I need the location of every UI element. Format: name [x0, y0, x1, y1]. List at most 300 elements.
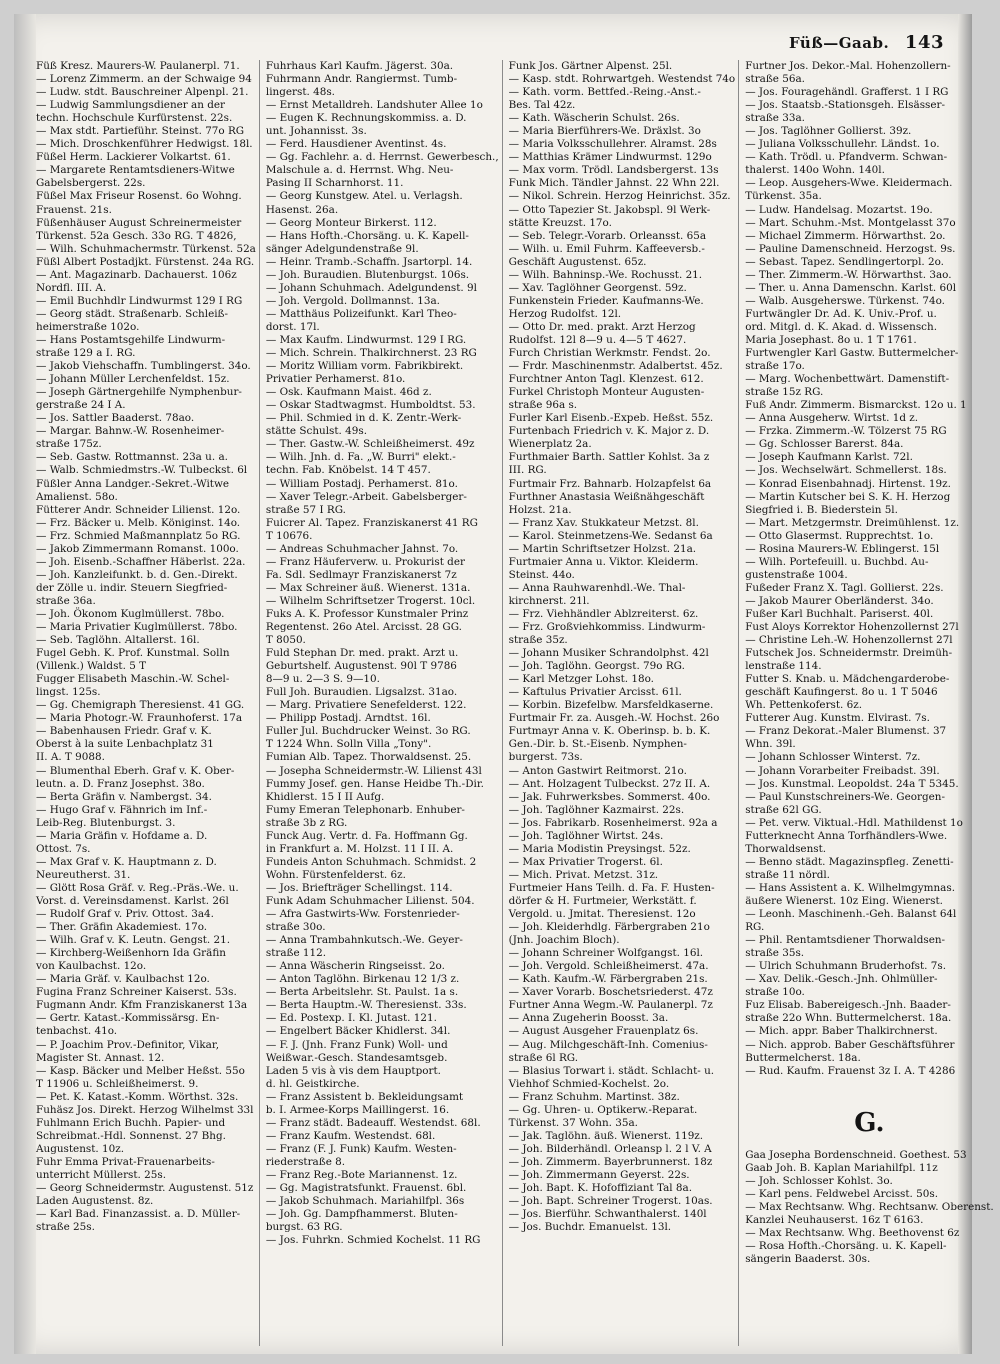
- directory-entry-line: Füßel Herm. Lackierer Volkartst. 61.: [36, 151, 231, 164]
- directory-entry-line: Furchtner Anton Tagl. Klenzest. 612.: [508, 373, 704, 386]
- directory-entry-line: — Berta Gräfin v. Nambergst. 34.: [36, 790, 212, 803]
- directory-entry-line: von Kaulbachst. 12o.: [36, 960, 147, 973]
- directory-entry-line: Furtner Jos. Dekor.-Mal. Hohenzollern-: [745, 60, 951, 72]
- directory-entry-line: — Georg Monteur Birkerst. 112.: [265, 216, 437, 229]
- directory-entry-line: straße 62l GG.: [745, 803, 822, 816]
- directory-entry-line: — Joh. Schlosser Kohlst. 3o.: [745, 1174, 893, 1187]
- directory-entry-line: Thorwaldsenst.: [745, 842, 827, 855]
- directory-entry-line: — Gg. Schlosser Barerst. 84a.: [745, 438, 904, 451]
- directory-entry-line: — Moritz William vorm. Fabrikbirekt.: [265, 360, 464, 373]
- directory-entry-line: — Korbin. Bizefelbw. Marsfeldkaserne.: [508, 699, 714, 712]
- directory-entry-line: — Max Kaufm. Lindwurmst. 129 I RG.: [265, 333, 467, 346]
- directory-entry-line: — Leop. Ausgehers-Wwe. Kleidermach.: [745, 177, 953, 190]
- directory-entry-line: — Anna Trambahnkutsch.-We. Geyer-: [265, 934, 463, 947]
- directory-entry-line: — Mich. appr. Baber Thalkirchnerst.: [745, 1025, 938, 1038]
- directory-entry-line: — Anna Rauhwarenhdl.-We. Thal-: [508, 581, 686, 594]
- directory-entry-line: — Josepha Schneidermstr.-W. Lilienst 43l: [265, 764, 482, 777]
- directory-entry-line: — August Ausgeher Frauenplatz 6s.: [508, 1025, 699, 1038]
- directory-entry-line: — Paul Kunstschreiners-We. Georgen-: [745, 790, 945, 803]
- directory-entry-line: lingst. 125s.: [36, 686, 101, 699]
- directory-entry-line: — Joseph Kaufmann Karlst. 72l.: [745, 451, 913, 464]
- directory-entry-line: — Emil Buchhdlr Lindwurmst 129 I RG: [36, 294, 243, 307]
- directory-entry-line: — Anna Zugeherin Boosst. 3a.: [508, 1012, 669, 1025]
- directory-entry-line: — Maria Modistin Preysingst. 52z.: [508, 842, 691, 855]
- directory-entry-line: Fußer Karl Buchhalt. Pariserst. 40l.: [745, 607, 934, 620]
- directory-entry-line: Full Joh. Buraudien. Ligsalzst. 31ao.: [265, 686, 458, 699]
- directory-entry-line: — Franz Kaufm. Westendst. 68l.: [265, 1129, 436, 1142]
- directory-entry-line: Khidlerst. 15 I II Aufg.: [265, 790, 385, 803]
- directory-entry-line: geschäft Kaufingerst. 8o u. 1 T 5046: [745, 686, 938, 699]
- directory-entry-line: Füß Kresz. Maurers-W. Paulanerpl. 71.: [36, 60, 240, 72]
- directory-entry-line: — Max vorm. Trödl. Landsbergerst. 13s: [508, 164, 719, 177]
- directory-entry-line: Funk Jos. Gärtner Alpenst. 25l.: [508, 60, 673, 72]
- directory-entry-line: Füßler Anna Landger.-Sekret.-Witwe: [36, 477, 229, 490]
- directory-entry-line: Fütterer Andr. Schneider Lilienst. 12o.: [36, 503, 241, 516]
- directory-entry-line: in Frankfurt a. M. Holzst. 11 I II. A.: [265, 842, 454, 855]
- directory-entry-line: Pasing II Scharnhorst. 11.: [265, 177, 404, 190]
- directory-entry-line: Regentenst. 26o Atel. Arcisst. 28 GG.: [265, 621, 462, 634]
- directory-entry-line: — Pauline Damenschneid. Herzogst. 9s.: [745, 242, 956, 255]
- directory-entry-line: Füßl Albert Postadjkt. Fürstenst. 24a RG.: [36, 255, 255, 268]
- directory-entry-line: Schreibmat.-Hdl. Sonnenst. 27 Bhg.: [36, 1129, 226, 1142]
- directory-entry-line: — Max Privatier Trogerst. 6l.: [508, 855, 663, 868]
- directory-entry-line: Fuld Stephan Dr. med. prakt. Arzt u.: [265, 647, 459, 660]
- directory-entry-line: Wienerplatz 2a.: [508, 438, 592, 451]
- directory-entry-line: — Afra Gastwirts-Ww. Forstenrieder-: [265, 908, 460, 921]
- directory-entry-line: — Karl Bad. Finanzassist. a. D. Müller-: [36, 1208, 241, 1221]
- directory-entry-line: Futterer Aug. Kunstm. Elvirast. 7s.: [745, 712, 930, 725]
- directory-entry-line: Kanzlei Neuhauserst. 16z T 6163.: [745, 1213, 924, 1226]
- directory-entry-line: — Otto Glasermst. Rupprechtst. 1o.: [745, 529, 934, 542]
- directory-entry-line: — Gg. Chemigraph Theresienst. 41 GG.: [36, 699, 245, 712]
- directory-entry-line: — Jos. Briefträger Schellingst. 114.: [265, 881, 453, 894]
- directory-entry-line: Vergold. u. Jmitat. Theresienst. 12o: [508, 908, 696, 921]
- directory-entry-line: — Gg. Magistratsfunkt. Frauenst. 6bl.: [265, 1182, 467, 1195]
- directory-entry-line: der Zölle u. indir. Steuern Siegfried-: [36, 581, 228, 594]
- directory-entry-line: Herzog Rudolfst. 12l.: [508, 307, 622, 320]
- directory-entry-line: unterricht Müllerst. 25s.: [36, 1168, 167, 1181]
- directory-entry-line: — Joh. Ökonom Kuglmüllerst. 78bo.: [36, 607, 225, 620]
- directory-entry-line: — Karl Metzger Lohst. 18o.: [508, 673, 654, 686]
- directory-entry-line: — Max Rechtsanw. Whg. Beethovenst 6z: [745, 1226, 960, 1239]
- directory-entry-line: Fuhrhaus Karl Kaufm. Jägerst. 30a.: [265, 60, 454, 72]
- directory-entry-line: — Osk. Kaufmann Maist. 46d z.: [265, 386, 432, 399]
- directory-entry-line: — F. J. (Jnh. Franz Funk) Woll- und: [265, 1038, 448, 1051]
- directory-entry-line: — Jos. Sattler Baaderst. 78ao.: [36, 412, 195, 425]
- directory-entry-line: Fust Aloys Korrektor Hohenzollernst 27l: [745, 621, 959, 634]
- directory-entry-line: Fuhr Emma Privat-Frauenarbeits-: [36, 1155, 215, 1168]
- directory-entry-line: d. hl. Geistkirche.: [265, 1077, 360, 1090]
- directory-entry-line: Furthmaier Barth. Sattler Kohlst. 3a z: [508, 451, 710, 464]
- directory-entry-line: — Karl pens. Feldwebel Arcisst. 50s.: [745, 1187, 939, 1200]
- directory-entry-line: — Matthias Krämer Lindwurmst. 129o: [508, 151, 712, 164]
- directory-entry-line: — Anna Wäscherin Ringseisst. 2o.: [265, 960, 445, 973]
- directory-entry-line: (Villenk.) Waldst. 5 T: [36, 660, 147, 673]
- directory-entry-line: Buttermelcherst. 18a.: [745, 1051, 861, 1064]
- directory-entry-line: — Mart. Metzgermstr. Dreimühlenst. 1z.: [745, 516, 960, 529]
- directory-entry-line: — Joh. Bapt. Schreiner Trogerst. 10as.: [508, 1195, 713, 1208]
- directory-entry-line: Wohn. Fürstenfelderst. 6z.: [265, 868, 406, 881]
- directory-entry-line: Gabelsbergerst. 22s.: [36, 177, 146, 190]
- directory-entry-line: Gaa Josepha Bordenschneid. Goethest. 53: [745, 1148, 967, 1161]
- directory-entry-line: Fumy Emeran Telephonarb. Enhuber-: [265, 803, 465, 816]
- directory-entry-line: — Babenhausen Friedr. Graf v. K.: [36, 725, 212, 738]
- directory-entry-line: Augustenst. 10z.: [36, 1142, 125, 1155]
- directory-entry-line: — Benno städt. Magazinspfleg. Zenetti-: [745, 855, 954, 868]
- directory-entry-line: — Xav. Delik.-Gesch.-Jnh. Ohlmüller-: [745, 973, 938, 986]
- directory-entry-line: Futterknecht Anna Torfhändlers-Wwe.: [745, 829, 948, 842]
- directory-entry-line: straße 35s.: [745, 947, 805, 960]
- page-number: 143: [904, 32, 944, 53]
- directory-entry-line: straße 10o.: [745, 986, 805, 999]
- header-title: Füß—Gaab.: [789, 34, 890, 52]
- directory-entry-line: Fuß Andr. Zimmerm. Bismarckst. 12o u. 1: [745, 399, 967, 412]
- directory-entry-line: — Gg. Uhren- u. Optikerw.-Reparat.: [508, 1103, 698, 1116]
- directory-entry-line: — William Postadj. Perhamerst. 81o.: [265, 477, 458, 490]
- directory-entry-line: straße 57 I RG.: [265, 503, 346, 516]
- directory-entry-line: — Franz Schuhm. Martinst. 38z.: [508, 1090, 680, 1103]
- directory-entry-line: — Joseph Gärtnergehilfe Nymphenbur-: [36, 386, 242, 399]
- directory-entry-line: — Wilh. Portefeuill. u. Buchbd. Au-: [745, 555, 929, 568]
- directory-entry-line: — Hans Postamtsgehilfe Lindwurm-: [36, 333, 226, 346]
- directory-entry-line: RG.: [745, 921, 765, 934]
- directory-entry-line: — Aug. Milchgeschäft-Inh. Comenius-: [508, 1038, 708, 1051]
- directory-entry-line: — Ludw. stdt. Bauschreiner Alpenpl. 21.: [36, 86, 249, 99]
- directory-entry-line: Oberst à la suite Lenbachplatz 31: [36, 738, 214, 751]
- directory-entry-line: Furthner Anastasia Weißnähgeschäft: [508, 490, 705, 503]
- directory-entry-line: Gaab Joh. B. Kaplan Mariahilfpl. 11z: [745, 1161, 938, 1174]
- directory-entry-line: — Jos. Bierführ. Schwanthalerst. 140l: [508, 1208, 707, 1221]
- column-3: [509, 60, 740, 1346]
- directory-entry-line: — Jos. Taglöhner Gollierst. 39z.: [745, 125, 912, 138]
- directory-entry-line: straße 22o Whn. Buttermelcherst. 18a.: [745, 1012, 952, 1025]
- directory-entry-line: — Anton Gastwirt Reitmorst. 21o.: [508, 764, 687, 777]
- directory-entry-line: — Blumenthal Eberh. Graf v. K. Ober-: [36, 764, 235, 777]
- directory-entry-line: — Johann Vorarbeiter Freibadst. 39l.: [745, 764, 940, 777]
- column-1: [36, 60, 260, 1346]
- directory-entry-line: straße 11 nördl.: [745, 868, 830, 881]
- directory-entry-line: — Anna Ausgeherw. Wirtst. 1d z.: [745, 412, 919, 425]
- directory-entry-line: — Ludw. Handelsag. Mozartst. 19o.: [745, 203, 933, 216]
- directory-entry-line: dorst. 17l.: [265, 320, 320, 333]
- directory-entry-line: — Joh. Zimmerm. Bayerbrunnerst. 18z: [508, 1155, 713, 1168]
- directory-entry-line: Fuller Jul. Buchdrucker Weinst. 3o RG.: [265, 725, 471, 738]
- directory-entry-line: straße 36a.: [36, 594, 96, 607]
- directory-entry-line: — Otto Tapezier St. Jakobspl. 9l Werk-: [508, 203, 711, 216]
- directory-entry-line: stätte Schulst. 49s.: [265, 425, 367, 438]
- directory-entry-line: — Karol. Steinmetzens-We. Sedanst 6a: [508, 529, 713, 542]
- directory-entry-line: — Sebast. Tapez. Sendlingertorpl. 2o.: [745, 255, 944, 268]
- directory-entry-line: — Engelbert Bäcker Khidlerst. 34l.: [265, 1025, 451, 1038]
- directory-entry-line: Funck Aug. Vertr. d. Fa. Hoffmann Gg.: [265, 829, 468, 842]
- directory-entry-line: — Johann Schreiner Wolfgangst. 16l.: [508, 947, 704, 960]
- directory-entry-line: — Joh. Vergold. Schleißheimerst. 47a.: [508, 960, 709, 973]
- directory-entry-line: ord. Mitgl. d. K. Akad. d. Wissensch.: [745, 320, 937, 333]
- directory-entry-line: — Maria Volksschullehrer. Alramst. 28s: [508, 138, 717, 151]
- directory-entry-line: Holzst. 21a.: [508, 503, 572, 516]
- directory-entry-line: — Jos. Staatsb.-Stationsgeh. Elsässer-: [745, 99, 945, 112]
- directory-entry-line: — Marg. Wochenbettwärt. Damenstift-: [745, 373, 950, 386]
- directory-entry-line: — Jos. Kunstmal. Leopoldst. 24a T 5345.: [745, 777, 959, 790]
- directory-entry-line: lenstraße 114.: [745, 660, 822, 673]
- directory-entry-line: — Margarete Rentamtsdieners-Witwe: [36, 164, 235, 177]
- directory-entry-line: — Joh. Taglöhner Kazmairst. 22s.: [508, 803, 685, 816]
- directory-entry-line: Geschäft Augustenst. 65z.: [508, 255, 647, 268]
- directory-entry-line: Furtwengler Karl Gastw. Buttermelcher-: [745, 347, 959, 360]
- directory-entry-line: — Pet. verw. Viktual.-Hdl. Mathildenst 1o: [745, 816, 963, 829]
- directory-entry-line: Maria Josephast. 8o u. 1 T 1761.: [745, 333, 917, 346]
- directory-entry-line: — Marg. Privatiere Senefelderst. 122.: [265, 699, 467, 712]
- directory-entry-line: straße 96a s.: [508, 399, 578, 412]
- directory-entry-line: — Maria Photogr.-W. Fraunhoferst. 17a: [36, 712, 243, 725]
- directory-entry-line: sänger Adelgundenstraße 9l.: [265, 242, 419, 255]
- directory-entry-line: straße 25s.: [36, 1221, 95, 1234]
- directory-entry-line: — Franz Dekorat.-Maler Blumenst. 37: [745, 725, 947, 738]
- directory-entry-line: — Xaver Vorarb. Boschetsriederst. 47z: [508, 986, 713, 999]
- directory-entry-line: — Johann Schlosser Winterst. 7z.: [745, 751, 921, 764]
- directory-entry-line: Funkenstein Frieder. Kaufmanns-We.: [508, 294, 704, 307]
- directory-entry-line: — Franz (F. J. Funk) Kaufm. Westen-: [265, 1142, 457, 1155]
- directory-entry-line: — Konrad Eisenbahnadj. Hirtenst. 19z.: [745, 477, 951, 490]
- directory-entry-line: techn. Hochschule Kurfürstenst. 22s.: [36, 112, 233, 125]
- directory-entry-line: T 11906 u. Schleißheimerst. 9.: [36, 1077, 199, 1090]
- directory-entry-line: — Jakob Zimmermann Romanst. 100o.: [36, 542, 239, 555]
- directory-entry-line: — Jak. Fuhrwerksbes. Sommerst. 40o.: [508, 790, 711, 803]
- directory-entry-line: — Leonh. Maschinenh.-Geh. Balanst 64l: [745, 908, 957, 921]
- directory-entry-line: — Joh. Buraudien. Blutenburgst. 106s.: [265, 268, 470, 281]
- directory-entry-line: Fummy Josef. gen. Hanse Heidbe Th.-Dir.: [265, 777, 484, 790]
- directory-entry-line: — Maria Bierführers-We. Dräxlst. 3o: [508, 125, 701, 138]
- directory-entry-line: — Max Schreiner äuß. Wienerst. 131a.: [265, 581, 471, 594]
- directory-entry-line: — Frz. Schmied Maßmannplatz 5o RG.: [36, 529, 241, 542]
- directory-entry-line: straße 56a.: [745, 73, 805, 86]
- directory-entry-line: Türkenst. 52a Gesch. 33o RG. T 4826,: [36, 229, 237, 242]
- directory-entry-line: — Kath. vorm. Bettfed.-Reing.-Anst.-: [508, 86, 701, 99]
- directory-entry-line: — Margar. Bahnw.-W. Rosenheimer-: [36, 425, 225, 438]
- directory-entry-line: Leib-Reg. Blutenburgst. 3.: [36, 816, 176, 829]
- directory-entry-line: — Mich. Schrein. Thalkirchnerst. 23 RG: [265, 347, 477, 360]
- directory-entry-line: — Mart. Schuhm.-Mst. Montgelasst 37o: [745, 216, 956, 229]
- directory-entry-line: Furch Christian Werkmstr. Fendst. 2o.: [508, 347, 711, 360]
- directory-entry-line: sängerin Baaderst. 30s.: [745, 1253, 871, 1266]
- directory-entry-line: — Kasp. stdt. Rohrwartgeh. Westendst 74o: [508, 73, 736, 86]
- directory-entry-line: Furtmeier Hans Teilh. d. Fa. F. Husten-: [508, 881, 715, 894]
- directory-entry-line: Bes. Tal 42z.: [508, 99, 576, 112]
- directory-entry-line: Fuhlmann Erich Buchh. Papier- und: [36, 1116, 226, 1129]
- directory-entry-line: straße 33a.: [745, 112, 805, 125]
- directory-entry-line: — Franz Häuferverw. u. Prokurist der: [265, 555, 465, 568]
- directory-entry-line: — Jos. Fuhrkn. Schmied Kochelst. 11 RG: [265, 1234, 481, 1247]
- directory-entry-line: — Hans Hofth.-Chorsäng. u. K. Kapell-: [265, 229, 469, 242]
- directory-entry-line: Fugel Gebh. K. Prof. Kunstmal. Solln: [36, 647, 230, 660]
- directory-entry-line: Fuhäsz Jos. Direkt. Herzog Wilhelmst 33l: [36, 1103, 254, 1116]
- directory-entry-line: — Wilh. Jnh. d. Fa. „W. Burri" elekt.-: [265, 451, 456, 464]
- directory-entry-line: — Ernst Metalldreh. Landshuter Allee 1o: [265, 99, 483, 112]
- directory-entry-line: — Pet. K. Katast.-Komm. Wörthst. 32s.: [36, 1090, 239, 1103]
- directory-entry-line: Füßel Max Friseur Rosenst. 6o Wohng.: [36, 190, 242, 203]
- directory-entry-line: — Oskar Stadtwagmst. Humboldtst. 53.: [265, 399, 476, 412]
- directory-entry-line: straße 129 a I. RG.: [36, 347, 136, 360]
- directory-entry-line: — Georg Schneidermstr. Augustenst. 51z: [36, 1182, 254, 1195]
- directory-entry-line: Furkel Christoph Monteur Augusten-: [508, 386, 705, 399]
- column-2: [266, 60, 503, 1346]
- directory-entry-line: II. A. T 9088.: [36, 751, 105, 764]
- directory-entry-line: — Xaver Telegr.-Arbeit. Gabelsberger-: [265, 490, 467, 503]
- directory-entry-line: — Michael Zimmerm. Hörwarthst. 2o.: [745, 229, 946, 242]
- directory-entry-line: Fugger Elisabeth Maschin.-W. Schel-: [36, 673, 230, 686]
- directory-entry-line: — Glött Rosa Gräf. v. Reg.-Präs.-We. u.: [36, 881, 239, 894]
- directory-entry-line: unt. Johannisst. 3s.: [265, 125, 367, 138]
- directory-entry-line: Fumian Alb. Tapez. Thorwaldsenst. 25.: [265, 751, 472, 764]
- directory-entry-line: stätte Kreuzst. 17o.: [508, 216, 612, 229]
- directory-entry-line: Ottost. 7s.: [36, 842, 91, 855]
- directory-entry-line: kirchnerst. 21l.: [508, 594, 590, 607]
- directory-entry-line: T 8050.: [265, 634, 306, 647]
- directory-entry-line: — Nikol. Schrein. Herzog Heinrichst. 35z.: [508, 190, 731, 203]
- directory-entry-line: gerstraße 24 I A.: [36, 399, 126, 412]
- directory-entry-line: straße 6l RG.: [508, 1051, 579, 1064]
- directory-entry-line: — Frz. Bäcker u. Melb. Königinst. 14o.: [36, 516, 241, 529]
- directory-entry-line: burgerst. 73s.: [508, 751, 583, 764]
- directory-entry-line: — Max Graf v. K. Hauptmann z. D.: [36, 855, 217, 868]
- directory-entry-line: straße 35z.: [508, 634, 568, 647]
- directory-entry-line: — Seb. Gastw. Rottmannst. 23a u. a.: [36, 451, 228, 464]
- directory-entry-line: 8—9 u. 2—3 S. 9—10.: [265, 673, 380, 686]
- directory-entry-line: riederstraße 8.: [265, 1155, 346, 1168]
- directory-entry-line: — Wilh. Graf v. K. Leutn. Gengst. 21.: [36, 934, 231, 947]
- directory-entry-line: Fuhrmann Andr. Rangiermst. Tumb-: [265, 73, 458, 86]
- directory-entry-line: Vorst. d. Vereinsdamenst. Karlst. 26l: [36, 895, 229, 907]
- directory-entry-line: — Joh. Zimmermann Geyerst. 22s.: [508, 1168, 690, 1181]
- directory-entry-line: — Kath. Trödl. u. Pfandverm. Schwan-: [745, 151, 948, 164]
- section-initial: G.: [854, 1107, 885, 1138]
- directory-entry-line: — Walb. Schmiedmstrs.-W. Tulbeckst. 6l: [36, 464, 248, 477]
- directory-entry-line: — Ludwig Sammlungsdiener an der: [36, 99, 226, 112]
- directory-entry-line: straße 17o.: [745, 360, 805, 373]
- directory-entry-line: straße 112.: [265, 947, 327, 960]
- directory-page: [14, 14, 994, 1354]
- directory-entry-line: — Philipp Postadj. Arndtst. 16l.: [265, 712, 431, 725]
- directory-entry-line: (Jnh. Joachim Bloch).: [508, 934, 620, 947]
- directory-entry-line: Fugina Franz Schreiner Kaiserst. 53s.: [36, 986, 237, 999]
- directory-entry-line: Futschek Jos. Schneidermstr. Dreimüh-: [745, 647, 953, 660]
- directory-entry-line: — Frzka. Zimmerm.-W. Tölzerst 75 RG: [745, 425, 947, 438]
- directory-entry-line: thalerst. 140o Wohn. 140l.: [745, 164, 885, 177]
- directory-entry-line: — Ther. Gräfin Akademiest. 17o.: [36, 921, 208, 934]
- directory-entry-line: — Martin Schriftsetzer Holzst. 21a.: [508, 542, 697, 555]
- directory-entry-line: Furtmair Fr. za. Ausgeh.-W. Hochst. 26o: [508, 712, 720, 725]
- directory-entry-line: — P. Joachim Prov.-Definitor, Vikar,: [36, 1038, 220, 1051]
- directory-entry-line: — Joh. Gg. Dampfhammerst. Bluten-: [265, 1208, 458, 1221]
- directory-entry-line: Hasenst. 26a.: [265, 203, 339, 216]
- running-header: [789, 32, 944, 53]
- directory-entry-line: — Kaftulus Privatier Arcisst. 61l.: [508, 686, 682, 699]
- directory-entry-line: burgst. 63 RG.: [265, 1221, 343, 1234]
- directory-entry-line: — Ed. Postexp. I. Kl. Jutast. 121.: [265, 1012, 437, 1025]
- directory-entry-line: Fundeis Anton Schuhmach. Schmidst. 2: [265, 855, 477, 868]
- directory-entry-line: — Rosa Hofth.-Chorsäng. u. K. Kapell-: [745, 1240, 947, 1253]
- directory-entry-line: Gen.-Dir. b. St.-Eisenb. Nymphen-: [508, 738, 687, 751]
- directory-entry-line: — Juliana Volksschullehr. Ländst. 1o.: [745, 138, 940, 151]
- directory-entry-line: Frauenst. 21s.: [36, 203, 112, 216]
- directory-entry-line: — Frz. Viehhändler Ablzreiterst. 6z.: [508, 607, 699, 620]
- directory-entry-line: — Jakob Viehschaffn. Tumblingerst. 34o.: [36, 360, 251, 373]
- directory-entry-line: tenbachst. 41o.: [36, 1025, 118, 1038]
- directory-entry-line: — Georg städt. Straßenarb. Schleiß-: [36, 307, 228, 320]
- column-4: [745, 60, 997, 1346]
- directory-entry-line: — Phil. Schmied in d. K. Zentr.-Werk-: [265, 412, 462, 425]
- directory-entry-line: — Ther. Zimmerm.-W. Hörwarthst. 3ao.: [745, 268, 952, 281]
- directory-entry-line: Nordfl. III. A.: [36, 281, 107, 294]
- directory-entry-line: straße 15z RG.: [745, 386, 824, 399]
- directory-entry-line: Neureutherst. 31.: [36, 868, 131, 881]
- directory-entry-line: — Jos. Fabrikarb. Rosenheimerst. 92a a: [508, 816, 718, 829]
- directory-entry-line: — Kasp. Bäcker und Melber Heßst. 55o: [36, 1064, 245, 1077]
- directory-entry-line: — Nich. approb. Baber Geschäftsführer: [745, 1038, 955, 1051]
- directory-entry-line: — Ther. u. Anna Damenschn. Karlst. 60l: [745, 281, 957, 294]
- directory-entry-line: Laden 5 vis à vis dem Hauptport.: [265, 1064, 441, 1077]
- directory-entry-line: — Berta Hauptm.-W. Theresienst. 33s.: [265, 999, 467, 1012]
- directory-entry-line: T 1224 Whn. Solln Villa „Tony".: [265, 738, 432, 751]
- directory-entry-line: — Mich. Privat. Metzst. 31z.: [508, 868, 659, 881]
- directory-entry-line: Furtenbach Friedrich v. K. Major z. D.: [508, 425, 710, 438]
- directory-entry-line: — Otto Dr. med. prakt. Arzt Herzog: [508, 320, 696, 333]
- directory-entry-line: — Franz Xav. Stukkateur Metzst. 8l.: [508, 516, 699, 529]
- directory-entry-line: — Jos. Buchdr. Emanuelst. 13l.: [508, 1221, 672, 1234]
- directory-entry-line: straße 30o.: [265, 921, 326, 934]
- directory-entry-line: — Joh. Eisenb.-Schaffner Häberlst. 22a.: [36, 555, 246, 568]
- directory-entry-line: — Jakob Schuhmach. Mariahilfpl. 36s: [265, 1195, 465, 1208]
- binding-gutter: [14, 14, 36, 1354]
- directory-entry-line: — Ant. Magazinarb. Dachauerst. 106z: [36, 268, 237, 281]
- directory-entry-line: leutn. a. D. Franz Josephst. 38o.: [36, 777, 205, 790]
- directory-entry-line: Furtmaier Anna u. Viktor. Kleiderm.: [508, 555, 699, 568]
- directory-entry-line: heimerstraße 102o.: [36, 320, 140, 333]
- directory-entry-line: — Andreas Schuhmacher Jahnst. 7o.: [265, 542, 459, 555]
- directory-entry-line: — Wilhelm Schriftsetzer Trogerst. 10cl.: [265, 594, 476, 607]
- directory-entry-line: — Joh. Taglöhner Wirtst. 24s.: [508, 829, 664, 842]
- directory-entry-line: Geburtshelf. Augustenst. 90l T 9786: [265, 660, 457, 673]
- directory-entry-line: Furtwängler Dr. Ad. K. Univ.-Prof. u.: [745, 307, 937, 320]
- directory-entry-line: — Joh. Kleiderhdlg. Färbergraben 21o: [508, 921, 710, 934]
- directory-entry-line: Viehhof Schmied-Kochelst. 2o.: [508, 1077, 670, 1090]
- directory-entry-line: — Franz Reg.-Bote Mariannenst. 1z.: [265, 1168, 458, 1181]
- directory-entry-line: Rudolfst. 12l 8—9 u. 4—5 T 4627.: [508, 333, 687, 346]
- directory-entry-line: — Seb. Taglöhn. Altallerst. 16l.: [36, 634, 200, 647]
- directory-entry-line: — Ant. Holzagent Tulbeckst. 27z II. A.: [508, 777, 711, 790]
- directory-entry-line: gustenstraße 1004.: [745, 568, 848, 581]
- directory-entry-line: — Anton Taglöhn. Birkenau 12 1/3 z.: [265, 973, 460, 986]
- directory-entry-line: — Martin Kutscher bei S. K. H. Herzog: [745, 490, 951, 503]
- directory-entry-line: — Christine Leh.-W. Hohenzollernst 27l: [745, 634, 953, 647]
- directory-entry-line: lingerst. 48s.: [265, 86, 335, 99]
- directory-entry-line: — Rudolf Graf v. Priv. Ottost. 3a4.: [36, 908, 214, 921]
- directory-entry-line: — Eugen K. Rechnungskommiss. a. D.: [265, 112, 467, 125]
- directory-entry-line: äußere Wienerst. 10z Eing. Wienerst.: [745, 895, 943, 907]
- directory-entry-line: — Mich. Droschkenführer Hedwigst. 18l.: [36, 138, 253, 151]
- directory-entry-line: — Max stdt. Partieführ. Steinst. 77o RG: [36, 125, 245, 138]
- directory-entry-line: [745, 1078, 994, 1091]
- directory-entry-line: Steinst. 44o.: [508, 568, 575, 581]
- directory-entry-line: Laden Augustenst. 8z.: [36, 1195, 154, 1208]
- directory-entry-line: — Joh. Bilderhändl. Orleansp l. 2 l V. A: [508, 1142, 712, 1155]
- directory-entry-line: — Walb. Ausgeherswe. Türkenst. 74o.: [745, 294, 945, 307]
- directory-entry-line: techn. Fab. Knöbelst. 14 T 457.: [265, 464, 431, 477]
- directory-entry-line: Malschule a. d. Herrnst. Whg. Neu-: [265, 164, 454, 177]
- directory-entry-line: — Heinr. Tramb.-Schaffn. Jsartorpl. 14.: [265, 255, 473, 268]
- directory-entry-line: — Franz Assistent b. Bekleidungsamt: [265, 1090, 464, 1103]
- directory-entry-line: — Johann Müller Lerchenfeldst. 15z.: [36, 373, 230, 386]
